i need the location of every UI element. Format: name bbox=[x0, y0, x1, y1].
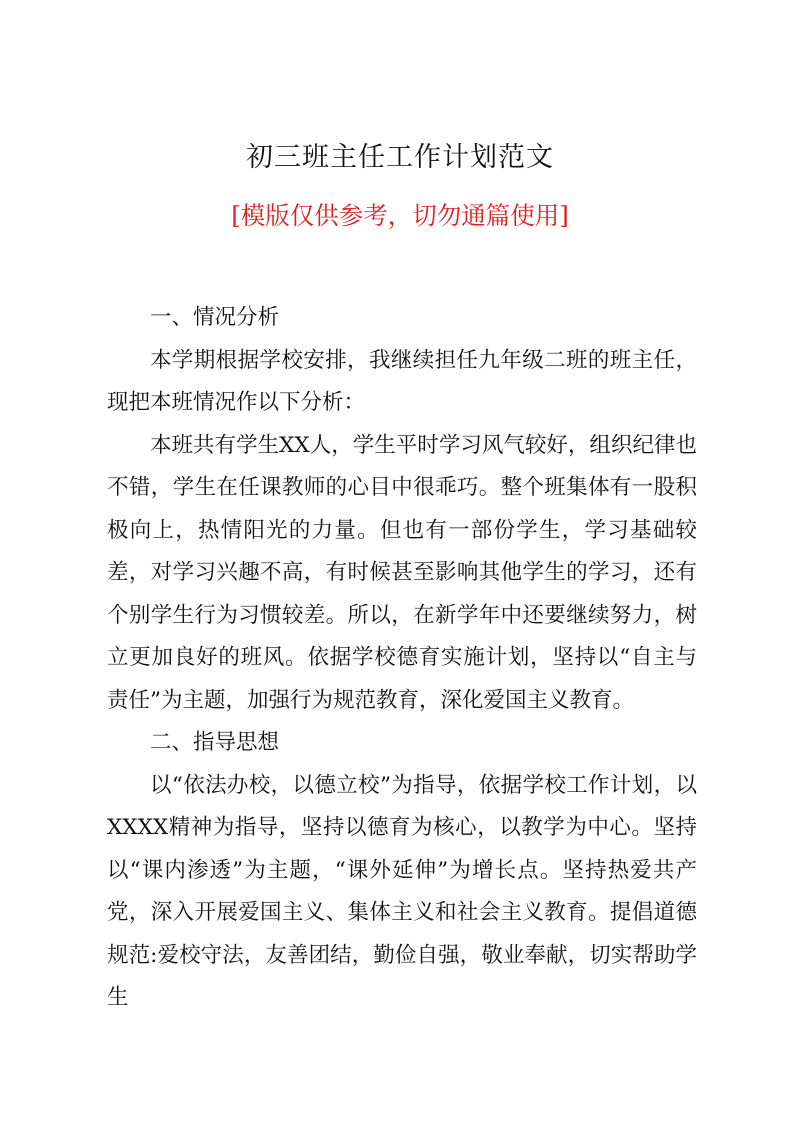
document-subtitle: [模版仅供参考，切勿通篇使用] bbox=[231, 201, 569, 230]
body-paragraph: 以“依法办校，以德立校”为指导，依据学校工作计划，以XXXX精神为指导，坚持以德育为核心，以教学为中心。坚持以“课内渗透”为主题，“课外延伸”为增长点。坚持热爱共产党，深入开展爱国主义、集体主义和社会主义教育。提倡道德规范:爱校守法，友善团结，勤俭自强，敬业奉献，切实帮助学生 bbox=[107, 772, 697, 1010]
section-heading-2: 二、指导思想 bbox=[150, 730, 280, 755]
body-paragraph: 本学期根据学校安排，我继续担任九年级二班的班主任，现把本班情况作以下分析： bbox=[107, 347, 697, 415]
body-paragraph: 本班共有学生XX人，学生平时学习风气较好，组织纪律也不错，学生在任课教师的心目中很乖巧。整个班集体有一股积极向上，热情阳光的力量。但也有一部份学生，学习基础较差，对学习兴趣不高，有时候甚至影响其他学生的学习，还有个别学生行为习惯较差。所以，在新学年中还要继续努力，树立更加良好的班风。依据学校德育实施计划，坚持以“自主与责任”为主题，加强行为规范教育，深化爱国主义教育。 bbox=[107, 432, 697, 713]
document-title: 初三班主任工作计划范文 bbox=[246, 142, 554, 173]
section-heading-1: 一、情况分析 bbox=[150, 305, 280, 330]
document-body bbox=[107, 297, 697, 1020]
